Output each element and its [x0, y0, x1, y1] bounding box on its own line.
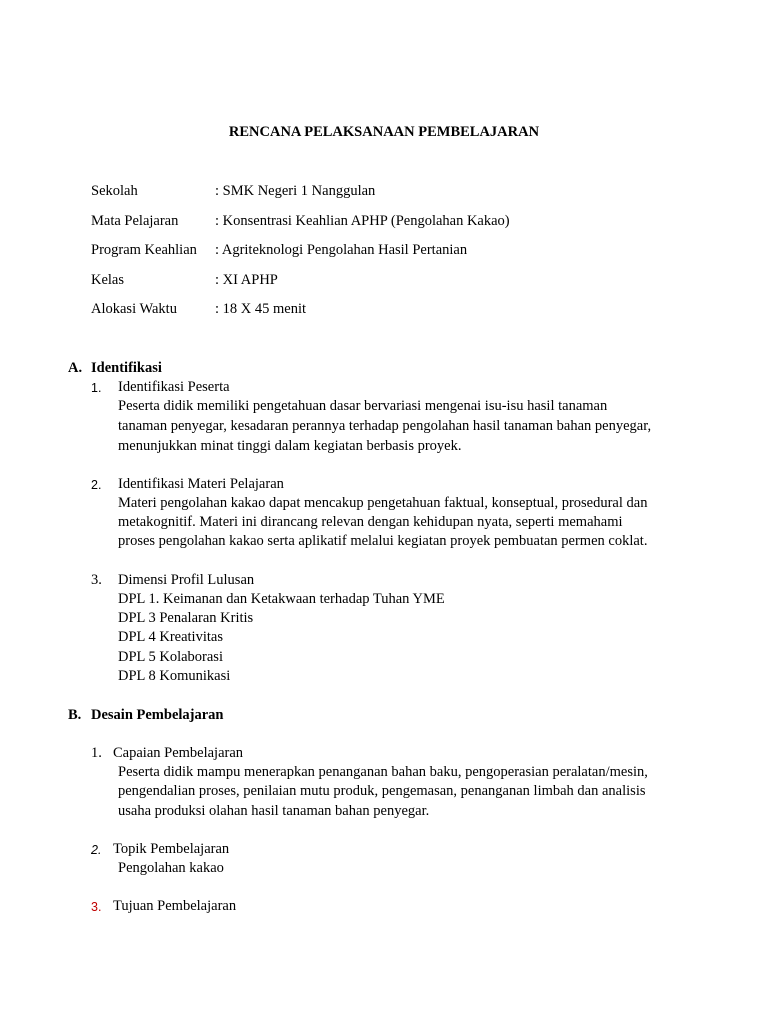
paragraph-line: DPL 8 Komunikasi — [118, 668, 231, 684]
info-label-class: Kelas — [91, 272, 125, 288]
list-item-title: Topik Pembelajaran — [113, 841, 230, 857]
list-item-title: Capaian Pembelajaran — [113, 745, 244, 761]
paragraph-line: pengendalian proses, penilaian mutu produk, pengemasan, penanganan limbah dan analisis — [118, 783, 646, 799]
list-item-title: Identifikasi Peserta — [118, 379, 230, 395]
section-a-title: Identifikasi — [91, 360, 162, 376]
info-value-program: : Agriteknologi Pengolahan Hasil Pertanian — [215, 242, 468, 258]
list-number: 1. — [91, 745, 102, 761]
info-label-time: Alokasi Waktu — [91, 301, 177, 317]
info-value-subject: : Konsentrasi Keahlian APHP (Pengolahan Kakao) — [215, 213, 510, 229]
list-number: 3. — [91, 900, 102, 914]
info-label-subject: Mata Pelajaran — [91, 213, 179, 229]
info-value-class: : XI APHP — [215, 272, 278, 288]
list-number: 3. — [91, 572, 102, 588]
paragraph-line: tanaman penyegar, kesadaran perannya terhadap pengolahan hasil tanaman bahan penyegar, — [118, 418, 652, 434]
section-b-title: Desain Pembelajaran — [91, 707, 224, 723]
info-value-school: : SMK Negeri 1 Nanggulan — [215, 183, 376, 199]
info-label-program: Program Keahlian — [91, 242, 197, 258]
paragraph-line: Peserta didik memiliki pengetahuan dasar bervariasi mengenai isu-isu hasil tanaman — [118, 398, 608, 414]
paragraph-line: metakognitif. Materi ini dirancang relevan dengan kehidupan nyata, seperti memahami — [118, 514, 623, 530]
paragraph-line: Peserta didik mampu menerapkan penanganan bahan baku, pengoperasian peralatan/mesin, — [118, 764, 648, 780]
page-title: RENCANA PELAKSANAAN PEMBELAJARAN — [228, 124, 540, 140]
list-number: 2. — [91, 843, 102, 857]
list-number: 2. — [91, 478, 102, 492]
list-number: 1. — [91, 381, 102, 395]
paragraph-line: proses pengolahan kakao serta aplikatif melalui kegiatan proyek pembuatan permen coklat. — [118, 533, 648, 549]
paragraph-line: DPL 4 Kreativitas — [118, 629, 223, 645]
paragraph-line: usaha produksi olahan hasil tanaman bahan penyegar. — [118, 803, 430, 819]
info-label-school: Sekolah — [91, 183, 138, 199]
list-item-title: Identifikasi Materi Pelajaran — [118, 476, 284, 492]
paragraph-line: DPL 5 Kolaborasi — [118, 649, 223, 665]
info-value-time: : 18 X 45 menit — [215, 301, 307, 317]
paragraph-line: DPL 3 Penalaran Kritis — [118, 610, 254, 626]
list-item-title: Tujuan Pembelajaran — [113, 898, 237, 914]
section-b-letter: B. — [68, 707, 82, 723]
paragraph-line: Materi pengolahan kakao dapat mencakup pengetahuan faktual, konseptual, prosedural dan — [118, 495, 648, 511]
section-a-letter: A. — [68, 360, 83, 376]
list-item-title: Dimensi Profil Lulusan — [118, 572, 255, 588]
paragraph-line: Pengolahan kakao — [118, 860, 224, 876]
paragraph-line: menunjukkan minat tinggi dalam kegiatan berbasis proyek. — [118, 438, 462, 454]
paragraph-line: DPL 1. Keimanan dan Ketakwaan terhadap Tuhan YME — [118, 591, 445, 607]
